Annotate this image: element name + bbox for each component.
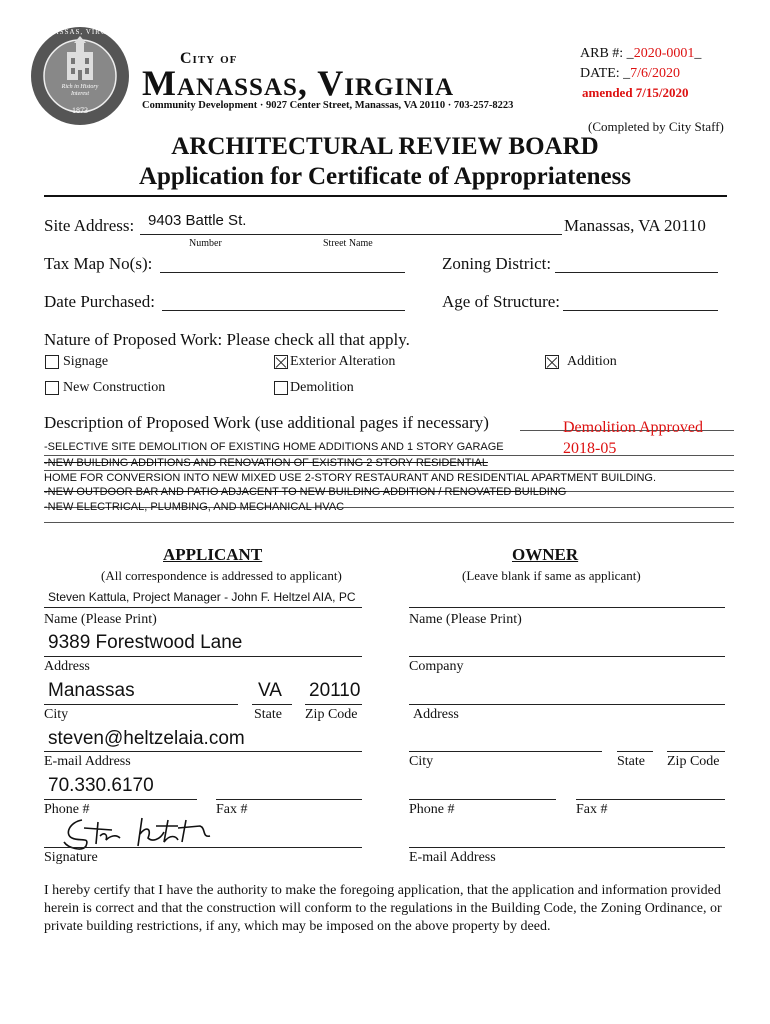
owner-city-line[interactable] (409, 751, 602, 752)
owner-phone-label: Phone # (409, 802, 455, 817)
street-caption: Street Name (323, 238, 373, 249)
owner-email-line[interactable] (409, 847, 725, 848)
owner-name-label: Name (Please Print) (409, 612, 522, 627)
date-label: DATE: _ (580, 66, 631, 81)
signature-label: Signature (44, 850, 98, 865)
applicant-state-line (252, 704, 292, 705)
description-line-2 (44, 470, 734, 471)
description-text-3[interactable]: -NEW OUTDOOR BAR AND PATIO ADJACENT TO NEW BUILDING ADDITION / RENOVATED BUILDING (44, 486, 567, 498)
demolition-label: Demolition (290, 380, 354, 395)
date-purchased-line[interactable] (162, 310, 405, 311)
seal-year: 1873 (72, 106, 88, 115)
applicant-fax-label: Fax # (216, 802, 248, 817)
owner-city-label: City (409, 754, 434, 769)
applicant-city-value[interactable]: Manassas (48, 680, 135, 701)
applicant-city-label: City (44, 707, 69, 722)
applicant-zip-label: Zip Code (305, 707, 358, 722)
applicant-city-line (44, 704, 238, 705)
owner-name-line[interactable] (409, 607, 725, 608)
department-address: Community Development · 9027 Center Street, Manassas, VA 20110 · 703-257-8223 (142, 100, 514, 111)
demolition-approved: Demolition Approved (563, 419, 703, 436)
applicant-zip-line (305, 704, 362, 705)
owner-address-line[interactable] (409, 704, 725, 705)
age-line[interactable] (563, 310, 718, 311)
applicant-phone-value[interactable]: 70.330.6170 (48, 775, 154, 796)
date-purchased-label: Date Purchased: (44, 292, 155, 311)
addition-checkbox[interactable] (545, 355, 559, 369)
applicant-signature (60, 812, 220, 852)
owner-zip-label: Zip Code (667, 754, 720, 769)
arb-tail: _ (694, 46, 702, 61)
site-address-label: Site Address: (44, 216, 135, 235)
description-text-0[interactable]: -SELECTIVE SITE DEMOLITION OF EXISTING HOME ADDITIONS AND 1 STORY GARAGE (44, 441, 504, 453)
applicant-state-label: State (254, 707, 282, 722)
owner-note: (Leave blank if same as applicant) (462, 568, 641, 583)
new-construction-label: New Construction (63, 380, 166, 395)
owner-heading: OWNER (512, 545, 579, 564)
site-city: Manassas, VA 20110 (564, 216, 706, 235)
form-title: ARCHITECTURAL REVIEW BOARD (171, 133, 599, 160)
applicant-phone-line (44, 799, 197, 800)
certification-text: I hereby certify that I have the authority to make the foregoing application, that the application and information provided herein is correct and that the construction will conform to the regulations in the Building Code, the Zoning Ordinance, or private building restrictions, if any, which may be imposed on the above property by deed. (44, 883, 722, 934)
exterior-alteration-label: Exterior Alteration (290, 354, 396, 369)
applicant-name-value[interactable]: Steven Kattula, Project Manager - John F. Heltzel AIA, PC (48, 590, 356, 604)
applicant-name-line (44, 607, 362, 608)
arb-label: ARB #: _ (580, 46, 634, 61)
seal-motto: Rich in History Interest (61, 84, 99, 97)
city-seal (30, 26, 130, 126)
signage-label: Signage (63, 354, 109, 369)
city-of: City of (180, 50, 238, 67)
signage-checkbox[interactable] (45, 355, 59, 369)
applicant-phone-label: Phone # (44, 802, 90, 817)
city-name: Manassas, Virginia (142, 63, 455, 103)
tax-map-line[interactable] (160, 272, 405, 273)
applicant-address-value[interactable]: 9389 Forestwood Lane (48, 632, 243, 653)
owner-zip-line[interactable] (667, 751, 725, 752)
demolition-checkbox[interactable] (274, 381, 288, 395)
age-label: Age of Structure: (442, 292, 561, 311)
owner-company-label: Company (409, 659, 464, 674)
owner-fax-line[interactable] (576, 799, 725, 800)
arb-date (580, 66, 680, 82)
applicant-name-label: Name (Please Print) (44, 612, 157, 627)
description-text-4[interactable]: -NEW ELECTRICAL, PLUMBING, AND MECHANICAL HVAC (44, 501, 345, 513)
arb-value: 2020-0001 (633, 46, 695, 61)
applicant-state-value[interactable]: VA (258, 680, 282, 701)
arb-number (580, 46, 701, 62)
owner-address-label: Address (413, 707, 459, 722)
new-construction-checkbox[interactable] (45, 381, 59, 395)
zoning-label: Zoning District: (442, 254, 552, 273)
applicant-address-label: Address (44, 659, 90, 674)
site-address-line (140, 234, 562, 235)
tax-map-label: Tax Map No(s): (44, 254, 153, 273)
owner-company-line[interactable] (409, 656, 725, 657)
description-line-1 (44, 455, 734, 456)
exterior-alteration-checkbox[interactable] (274, 355, 288, 369)
owner-phone-line[interactable] (409, 799, 556, 800)
title-rule (44, 195, 727, 197)
form-subtitle: Application for Certificate of Appropriateness (138, 163, 632, 190)
number-caption: Number (189, 238, 222, 249)
applicant-zip-value[interactable]: 20110 (309, 680, 361, 701)
staff-note: (Completed by City Staff) (588, 119, 724, 134)
applicant-email-line (44, 751, 362, 752)
applicant-heading: APPLICANT (163, 545, 263, 564)
description-text-2[interactable]: HOME FOR CONVERSION INTO NEW MIXED USE 2-STORY RESTAURANT AND RESIDENTIAL APARTMENT BUILDING. (44, 472, 657, 484)
applicant-email-value[interactable]: steven@heltzelaia.com (48, 728, 245, 749)
applicant-email-label: E-mail Address (44, 754, 131, 769)
applicant-address-line (44, 656, 362, 657)
applicant-fax-line[interactable] (216, 799, 362, 800)
date-value: 7/6/2020 (630, 66, 680, 81)
owner-state-line[interactable] (617, 751, 653, 752)
addition-label: Addition (567, 354, 617, 369)
demolition-approved-number: 2018-05 (563, 440, 617, 457)
site-address-value[interactable]: 9403 Battle St. (148, 212, 247, 229)
description-label: Description of Proposed Work (use additional pages if necessary) (44, 413, 489, 432)
zoning-line[interactable] (555, 272, 718, 273)
amended-date: amended 7/15/2020 (582, 85, 689, 100)
owner-email-label: E-mail Address (409, 850, 496, 865)
owner-state-label: State (617, 754, 645, 769)
owner-fax-label: Fax # (576, 802, 608, 817)
seal-name: MANASSAS, VIRGINIA (34, 28, 126, 36)
signature-line (44, 847, 362, 848)
work-heading: Nature of Proposed Work: Please check all that apply. (44, 330, 410, 349)
applicant-note: (All correspondence is addressed to applicant) (101, 568, 342, 583)
description-line-5 (44, 522, 734, 523)
description-text-1[interactable]: -NEW BUILDING ADDITIONS AND RENOVATION OF EXISTING 2 STORY RESIDENTIAL (44, 457, 488, 469)
